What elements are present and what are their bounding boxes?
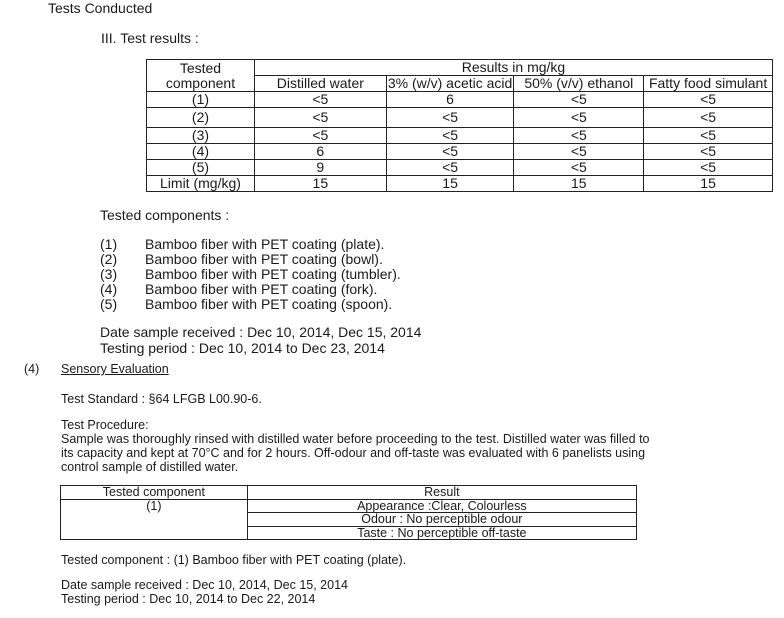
table-cell: (5): [147, 160, 255, 176]
table-cell: Taste : No perceptible off-taste: [247, 526, 636, 540]
table-row: [147, 160, 773, 176]
tested-components-title: Tested components :: [100, 207, 230, 223]
header-tested-component: Tested component: [61, 486, 248, 500]
list-item-number: (2): [100, 251, 118, 267]
test-standard: Test Standard : §64 LFGB L00.90-6.: [61, 392, 262, 406]
table-row: [147, 108, 773, 128]
document-title: Tests Conducted: [48, 0, 153, 16]
table-cell: 15: [514, 176, 644, 192]
table-cell: 9: [254, 160, 386, 176]
table-cell: Limit (mg/kg): [147, 176, 255, 192]
list-item: [100, 297, 401, 312]
table-cell: Appearance :Clear, Colourless: [247, 499, 636, 513]
table-cell: 6: [254, 144, 386, 160]
test-procedure-title: Test Procedure:: [61, 418, 149, 432]
table-cell: <5: [644, 108, 773, 128]
col-distilled-water: Distilled water: [254, 76, 386, 92]
table-cell: <5: [254, 128, 386, 144]
list-item-text: Bamboo fiber with PET coating (plate).: [145, 236, 385, 252]
table-row-limit: [147, 176, 773, 192]
tested-component-note: Tested component : (1) Bamboo fiber with PET coating (plate).: [61, 553, 407, 567]
sensory-table: [60, 485, 637, 540]
testing-period: Testing period : Dec 10, 2014 to Dec 23, 2014: [100, 340, 385, 356]
list-item-text: Bamboo fiber with PET coating (bowl).: [145, 251, 383, 267]
table-cell: <5: [514, 128, 644, 144]
list-item: [100, 237, 401, 252]
table-cell: <5: [514, 108, 644, 128]
table-cell: <5: [644, 128, 773, 144]
table-cell: 15: [644, 176, 773, 192]
table-cell: Odour : No perceptible odour: [247, 513, 636, 527]
table-cell: <5: [386, 160, 514, 176]
table-row: [61, 499, 637, 513]
header-result: Result: [247, 486, 636, 500]
list-item-number: (3): [100, 266, 118, 282]
table-cell: <5: [644, 144, 773, 160]
section-3-heading: III. Test results :: [101, 30, 199, 46]
list-item-number: (4): [100, 281, 118, 297]
table-cell: (4): [147, 144, 255, 160]
table-row: [147, 92, 773, 108]
list-item-number: (5): [100, 296, 118, 312]
list-item-text: Bamboo fiber with PET coating (fork).: [145, 281, 378, 297]
table-cell: <5: [386, 128, 514, 144]
list-item-text: Bamboo fiber with PET coating (tumbler).: [145, 266, 401, 282]
section-4-heading: Sensory Evaluation: [61, 362, 169, 376]
list-item-text: Bamboo fiber with PET coating (spoon).: [145, 296, 393, 312]
table-cell: (1): [61, 499, 248, 540]
table-cell: (3): [147, 128, 255, 144]
header-tested-component: Tested component: [147, 60, 255, 92]
list-item: [100, 267, 401, 282]
col-ethanol: 50% (v/v) ethanol: [514, 76, 644, 92]
procedure-line: Sample was thoroughly rinsed with distilled water before proceeding to the test. Distilled water was filled to: [61, 432, 650, 446]
table-row: [147, 128, 773, 144]
col-acetic-acid: 3% (w/v) acetic acid: [387, 75, 513, 91]
table-cell: <5: [514, 144, 644, 160]
table-cell: <5: [254, 92, 386, 108]
date-received: Date sample received : Dec 10, 2014, Dec 15, 2014: [61, 578, 348, 592]
list-item: [100, 252, 401, 267]
results-table: [146, 59, 773, 192]
table-cell: (2): [147, 108, 255, 128]
table-cell: <5: [254, 108, 386, 128]
header-results: Results in mg/kg: [254, 60, 772, 76]
test-procedure-text: [61, 432, 650, 474]
table-cell: 6: [386, 92, 514, 108]
col-fatty-food: Fatty food simulant: [644, 76, 773, 92]
table-cell: 15: [254, 176, 386, 192]
list-item-number: (1): [100, 236, 118, 252]
components-list: [100, 237, 401, 312]
table-cell: <5: [644, 92, 773, 108]
table-cell: <5: [386, 108, 514, 128]
date-received: Date sample received : Dec 10, 2014, Dec 15, 2014: [100, 324, 422, 340]
table-row: [147, 144, 773, 160]
table-cell: <5: [644, 160, 773, 176]
procedure-line: its capacity and kept at 70°C and for 2 hours. Off-odour and off-taste was evaluated with 6 panelists using: [61, 446, 646, 460]
testing-period: Testing period : Dec 10, 2014 to Dec 22, 2014: [61, 592, 316, 606]
table-cell: <5: [514, 160, 644, 176]
section-4-number: (4): [24, 362, 40, 376]
list-item: [100, 282, 401, 297]
table-cell: (1): [147, 92, 255, 108]
table-cell: <5: [386, 144, 514, 160]
table-cell: <5: [514, 92, 644, 108]
table-cell: 15: [386, 176, 514, 192]
procedure-line: control sample of distilled water.: [61, 460, 239, 474]
